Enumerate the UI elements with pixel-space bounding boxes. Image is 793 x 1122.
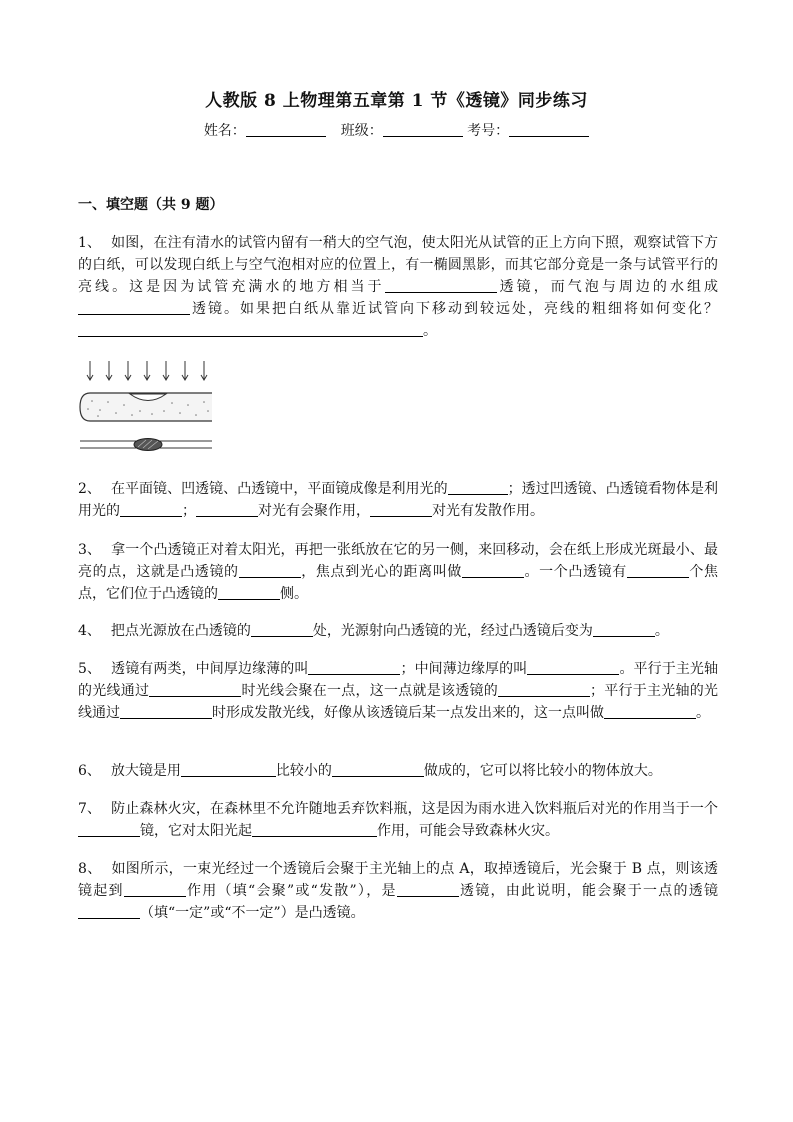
question-number: 3、 [78, 542, 102, 558]
question-text: 放大镜是用 [110, 763, 181, 779]
question-3 [78, 539, 718, 605]
answer-blank[interactable] [604, 704, 696, 719]
answer-blank[interactable] [385, 278, 497, 293]
question-7 [78, 798, 718, 842]
question-text: 如图所示，一束光经过一个透镜后会聚于主光轴上的点 A，取掉透镜后，光会聚于 B 点，则该透镜起到 [78, 861, 718, 899]
question-5 [78, 658, 718, 724]
white-paper [80, 439, 212, 451]
answer-blank[interactable] [593, 622, 655, 637]
answer-blank[interactable] [498, 682, 590, 697]
answer-blank[interactable] [78, 904, 140, 919]
test-tube-figure [78, 355, 213, 455]
question-4 [78, 620, 718, 642]
question-text: ；中间薄边缘厚的叫 [400, 661, 528, 677]
question-text: 。 [696, 705, 710, 721]
question-text: 透镜，由此说明，能会聚于一点的透镜 [458, 883, 719, 899]
answer-blank[interactable] [251, 622, 313, 637]
question-text: 。 [654, 623, 669, 639]
question-6 [78, 760, 718, 782]
question-number: 6、 [78, 763, 101, 779]
answer-blank[interactable] [120, 502, 182, 517]
answer-blank[interactable] [120, 704, 212, 719]
answer-blank[interactable] [239, 563, 301, 578]
question-text: 防止森林火灾，在森林里不允许随地丢弃饮料瓶，这是因为雨水进入饮料瓶后对光的作用当于一个 [111, 801, 718, 817]
answer-blank[interactable] [332, 762, 424, 777]
name-blank[interactable] [246, 122, 326, 137]
question-text: 。平行于主光轴的光线通过 [78, 661, 719, 699]
answer-blank[interactable] [78, 822, 140, 837]
name-label: 姓名： [203, 123, 246, 139]
question-text: ，焦点到光心的距离叫做 [300, 564, 462, 580]
question-number: 4、 [78, 623, 101, 639]
question-text: 作用（填“会聚”或“发散”），是 [185, 883, 397, 899]
answer-blank[interactable] [149, 682, 241, 697]
question-text: 在平面镜、凹透镜、凸透镜中，平面镜成像是利用光的 [110, 481, 448, 497]
sunlight-arrows [87, 361, 207, 380]
question-text: 透镜有两类，中间厚边缘薄的叫 [111, 661, 309, 677]
exam-number-blank[interactable] [509, 122, 589, 137]
section-heading: 一、填空题（共 9 题） [78, 197, 224, 213]
question-text: 时形成发散光线，好像从该透镜后某一点发出来的，这一点叫做 [212, 705, 604, 721]
question-text: 把点光源放在凸透镜的 [110, 623, 251, 639]
answer-blank[interactable] [308, 660, 400, 675]
student-info-line [0, 120, 793, 140]
question-number: 2、 [78, 481, 101, 497]
question-text: 处，光源射向凸透镜的光，经过凸透镜后变为 [312, 623, 593, 639]
question-text: 如图，在注有清水的试管内留有一稍大的空气泡，使太阳光从试管的正上方向下照，观察试管下方的白纸，可以发现白纸上与空气泡相对应的位置上，有一椭圆黑影，而其它部分竟是一条与试管平行的亮线。这是因为试管充满水的地方相当于 [78, 235, 718, 295]
answer-blank[interactable] [124, 882, 186, 897]
question-text: 。一个凸透镜有 [523, 564, 627, 580]
class-blank[interactable] [383, 122, 463, 137]
question-text: 作用，可能会导致森林火灾。 [377, 823, 559, 839]
question-text: （填“一定”或“不一定”）是凸透镜。 [140, 905, 365, 921]
test-tube [80, 393, 212, 421]
answer-blank[interactable] [196, 502, 258, 517]
answer-blank[interactable] [181, 762, 276, 777]
question-text: 比较小的 [275, 763, 332, 779]
answer-blank[interactable] [370, 502, 432, 517]
question-text: 透镜，而气泡与周边的水组成 [496, 279, 719, 295]
question-text: 个焦点，它们位于凸透镜的 [78, 564, 719, 602]
question-text: 镜，它对太阳光起 [140, 823, 252, 839]
answer-blank[interactable] [78, 300, 190, 315]
question-text: 。 [423, 323, 437, 339]
answer-blank[interactable] [462, 563, 524, 578]
answer-blank[interactable] [252, 822, 377, 837]
answer-blank[interactable] [218, 585, 280, 600]
question-number: 7、 [78, 801, 102, 817]
exam-number-label: 考号： [467, 123, 510, 139]
question-8 [78, 858, 718, 924]
question-text: 对光有会聚作用， [258, 503, 370, 519]
question-text: 侧。 [280, 586, 308, 602]
question-text: 拿一个凸透镜正对着太阳光，再把一张纸放在它的另一侧，来回移动，会在纸上形成光斑最小、最亮的点，这就是凸透镜的 [78, 542, 718, 580]
answer-blank[interactable] [527, 660, 619, 675]
question-text: ；平行于主光轴的光线通过 [78, 683, 718, 721]
answer-blank[interactable] [627, 563, 689, 578]
question-text: ；透过凹透镜、凸透镜看物体是利用光的 [78, 481, 719, 519]
answer-blank[interactable] [397, 882, 459, 897]
question-number: 8、 [78, 861, 102, 877]
question-number: 5、 [78, 661, 102, 677]
question-text: 时光线会聚在一点，这一点就是该透镜的 [241, 683, 498, 699]
worksheet-title: 人教版 8 上物理第五章第 1 节《透镜》同步练习 [205, 91, 588, 111]
question-text: ； [182, 503, 196, 519]
question-number: 1、 [78, 235, 102, 251]
question-text: 做成的，它可以将比较小的物体放大。 [423, 763, 662, 779]
answer-blank[interactable] [448, 480, 508, 495]
class-label: 班级： [340, 123, 383, 139]
question-text: 对光有发散作用。 [432, 503, 544, 519]
question-text: 透镜。如果把白纸从靠近试管向下移动到较远处，亮线的粗细将如何变化？ [190, 301, 718, 317]
answer-blank[interactable] [78, 322, 423, 337]
question-2 [78, 478, 718, 522]
question-1 [78, 232, 718, 342]
